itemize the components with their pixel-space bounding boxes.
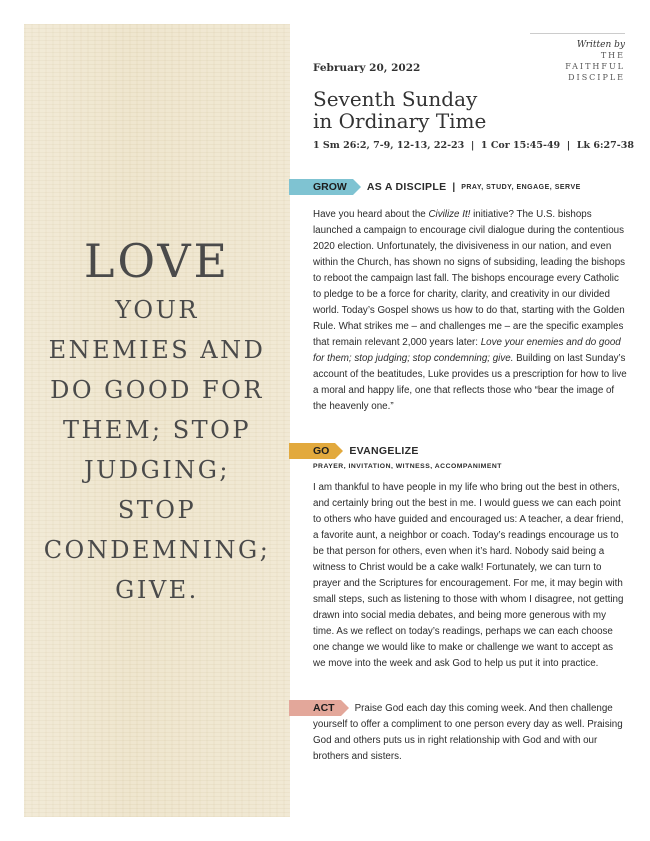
- quote-heading: LOVE: [83, 234, 231, 288]
- author-name-line: DISCIPLE: [568, 73, 625, 82]
- go-title: EVANGELIZE: [349, 445, 419, 457]
- grow-body: Have you heard about the Civilize It! initiative? The U.S. bishops launched a campaign to encourage civil dialogue during the contentious 2020 election. Unfortunately, the divisiveness in our nation, and even within the Church, has shown no signs of subsiding, leading the bishops to reboot the campaign last fall. The bishops encourage every Catholic to pledge to be a force for charity, clarity, and creativity in our divided world. Today’s Gospel shows us how to do that, starting with the Golden Rule. What strikes me – and challenges me – are the specific examples that remain relevant 2,000 years later: Love your enemies and do good for them; stop judging; stop condemning; give. Building on last Sunday’s account of the beatitudes, Luke provides us a prescription for how to live a moral and happy life, one that reflects those who “bear the image of the heavenly one.”: [313, 209, 627, 412]
- quote-line: GIVE.: [115, 576, 199, 604]
- go-body: I am thankful to have people in my life who bring out the best in others, and certainly bring out the best in me. I would guess we can each point to others who have guided and encouraged us: A teacher, a dear friend, a favorite aunt, a neighbor or coach. Today’s readings encourage us to be that person for others, even when it’s hard. Nobody said being a witness to Christ would be a cake walk! Fortunately, we can turn to prayer and the Scriptures for encouragement. For me, it may begin with small steps, such as listening to those with whom I disagree, not getting drawn into social media debates, and being more generous with my time. As we reflect on today’s readings, perhaps we can each choose one change we would like to make or challenge we want to accept as we move into the week and ask God to help us put it into practice.: [313, 482, 624, 669]
- author-divider: [530, 33, 625, 34]
- page-title: [313, 88, 628, 132]
- scripture-references: 1 Sm 26:2, 7-9, 12-13, 22-23 | 1 Cor 15:45-49 | Lk 6:27-38: [313, 140, 634, 151]
- quote-line: STOP: [117, 496, 197, 524]
- title-line: Seventh Sunday: [313, 87, 478, 111]
- go-section-header: [289, 443, 628, 459]
- quote-sidebar: [24, 24, 290, 817]
- grow-tag: GROW: [289, 179, 353, 195]
- title-line: in Ordinary Time: [313, 109, 487, 133]
- date: February 20, 2022: [313, 62, 421, 74]
- quote-line: CONDEMNING;: [43, 536, 271, 564]
- author-name-line: FAITHFUL: [565, 62, 625, 71]
- grow-title: AS A DISCIPLE: [366, 181, 447, 193]
- main-column: [313, 62, 634, 765]
- grow-section-header: GROW AS A DISCIPLE | PRAY, STUDY, ENGAGE, SERVE: [289, 179, 628, 195]
- go-tag: GO: [289, 443, 335, 459]
- pull-quote: [24, 234, 290, 610]
- quote-line: JUDGING;: [84, 456, 230, 484]
- act-body: ACT Praise God each day this coming week. And then challenge yourself to offer a compliment to one person every day as well. Praising God and others puts us in right relationship with God and with our brothers and sisters.: [313, 700, 628, 765]
- quote-line: DO GOOD FOR: [50, 376, 264, 404]
- quote-line: ENEMIES AND: [48, 336, 266, 364]
- written-by-label: Written by: [576, 40, 625, 50]
- author-name-line: THE: [600, 51, 625, 60]
- act-section: [313, 700, 628, 765]
- quote-line: THEM; STOP: [62, 416, 252, 444]
- go-subtitle: PRAYER, INVITATION, WITNESS, ACCOMPANIMENT: [313, 463, 502, 470]
- act-tag: ACT: [289, 700, 341, 716]
- quote-line: YOUR: [115, 296, 199, 324]
- grow-subtitle: PRAY, STUDY, ENGAGE, SERVE: [461, 183, 581, 191]
